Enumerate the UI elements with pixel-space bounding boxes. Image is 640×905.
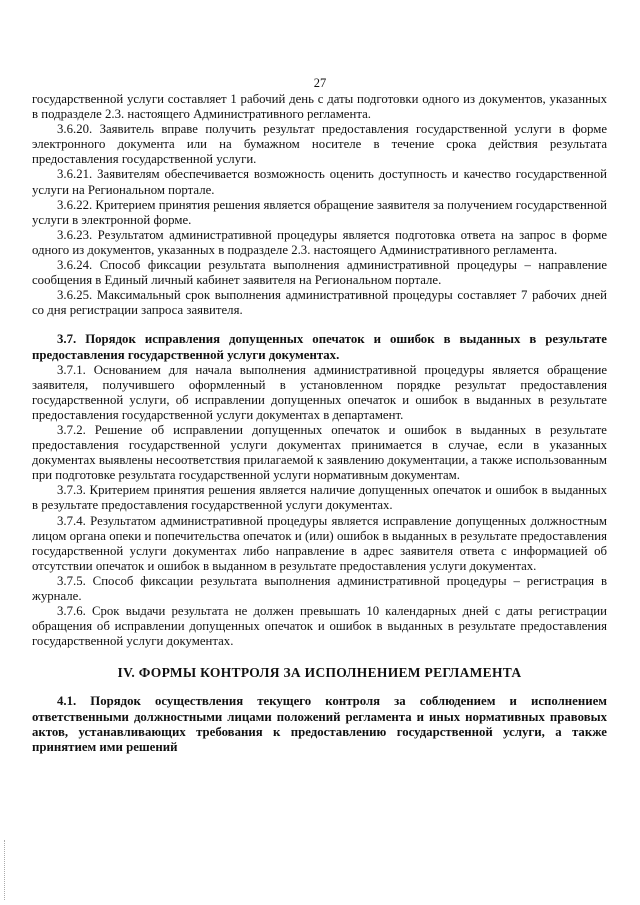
paragraph-3-7-1: 3.7.1. Основанием для начала выполнения административной процедуры является обращение заявителя, получившего оформленный в установленном порядке результат предоставления государственной услуги, об исправлении допущенных опечаток и ошибок в выданных в результате предоставления государственной услуги документах в департамент. xyxy=(32,362,607,422)
paragraph-3-7-5: 3.7.5. Способ фиксации результата выполнения административной процедуры – регистрация в журнале. xyxy=(32,573,607,603)
section-heading-3-7: 3.7. Порядок исправления допущенных опечаток и ошибок в выданных в результате предоставления государственной услуги документах. xyxy=(32,332,607,362)
paragraph-3-7-4: 3.7.4. Результатом административной процедуры является исправление допущенных должностным лицом органа опеки и попечительства опечаток и (или) ошибок в выданных в результате предоставления государственной услуги документах либо направление в адрес заявителя ответа с информацией об отсутствии опечаток и ошибок в выданном в результате предоставления услуги документах. xyxy=(32,513,607,573)
paragraph-3-6-24: 3.6.24. Способ фиксации результата выполнения административной процедуры – направление сообщения в Единый личный кабинет заявителя на Региональном портале. xyxy=(32,258,607,288)
paragraph-3-7-3: 3.7.3. Критерием принятия решения является наличие допущенных опечаток и ошибок в выданных в результате предоставления государственной услуги документах. xyxy=(32,483,607,513)
paragraph-3-6-25: 3.6.25. Максимальный срок выполнения административной процедуры составляет 7 рабочих дней со дня регистрации запроса заявителя. xyxy=(32,288,607,318)
paragraph-3-7-2: 3.7.2. Решение об исправлении допущенных опечаток и ошибок в выданных в результате предоставления государственной услуги документах принимается в случае, если в указанных документах выявлены несоответствия прилагаемой к заявлению документации, а также использованным при подготовке результата государственной услуги нормативным документам. xyxy=(32,422,607,483)
scan-margin-marks xyxy=(4,840,7,900)
section-heading-4-1: 4.1. Порядок осуществления текущего контроля за соблюдением и исполнением ответственными должностными лицами положений регламента и иных нормативных правовых актов, устанавливающих требования к предоставлению государственной услуги, а также принятием ими решений xyxy=(32,694,607,754)
paragraph-3-7-6: 3.7.6. Срок выдачи результата не должен превышать 10 календарных дней с даты регистрации обращения об исправлении допущенных опечаток и ошибок в выданных в результате предоставления государственной услуги документах. xyxy=(32,604,607,649)
paragraph-3-6-21: 3.6.21. Заявителям обеспечивается возможность оценить доступность и качество государственной услуги на Региональном портале. xyxy=(32,167,607,197)
paragraph-3-6-23: 3.6.23. Результатом административной процедуры является подготовка ответа на запрос в форме одного из документов, указанных в подразделе 2.3. настоящего Административного регламента. xyxy=(32,227,607,257)
paragraph-3-6-22: 3.6.22. Критерием принятия решения является обращение заявителя за получением государственной услуги в электронной форме. xyxy=(32,197,607,227)
paragraph-3-6-20: 3.6.20. Заявитель вправе получить результат предоставления государственной услуги в форме электронного документа или на бумажном носителе в течение срока действия результата предоставления государственной услуги. xyxy=(32,122,607,167)
chapter-heading: IV. ФОРМЫ КОНТРОЛЯ ЗА ИСПОЛНЕНИЕМ РЕГЛАМЕНТА xyxy=(117,665,522,681)
document-body xyxy=(32,92,607,755)
page-number: 27 xyxy=(313,76,327,90)
paragraph: государственной услуги составляет 1 рабочий день с даты подготовки одного из документов, указанных в подразделе 2.3. настоящего Административного регламента. xyxy=(32,92,607,122)
